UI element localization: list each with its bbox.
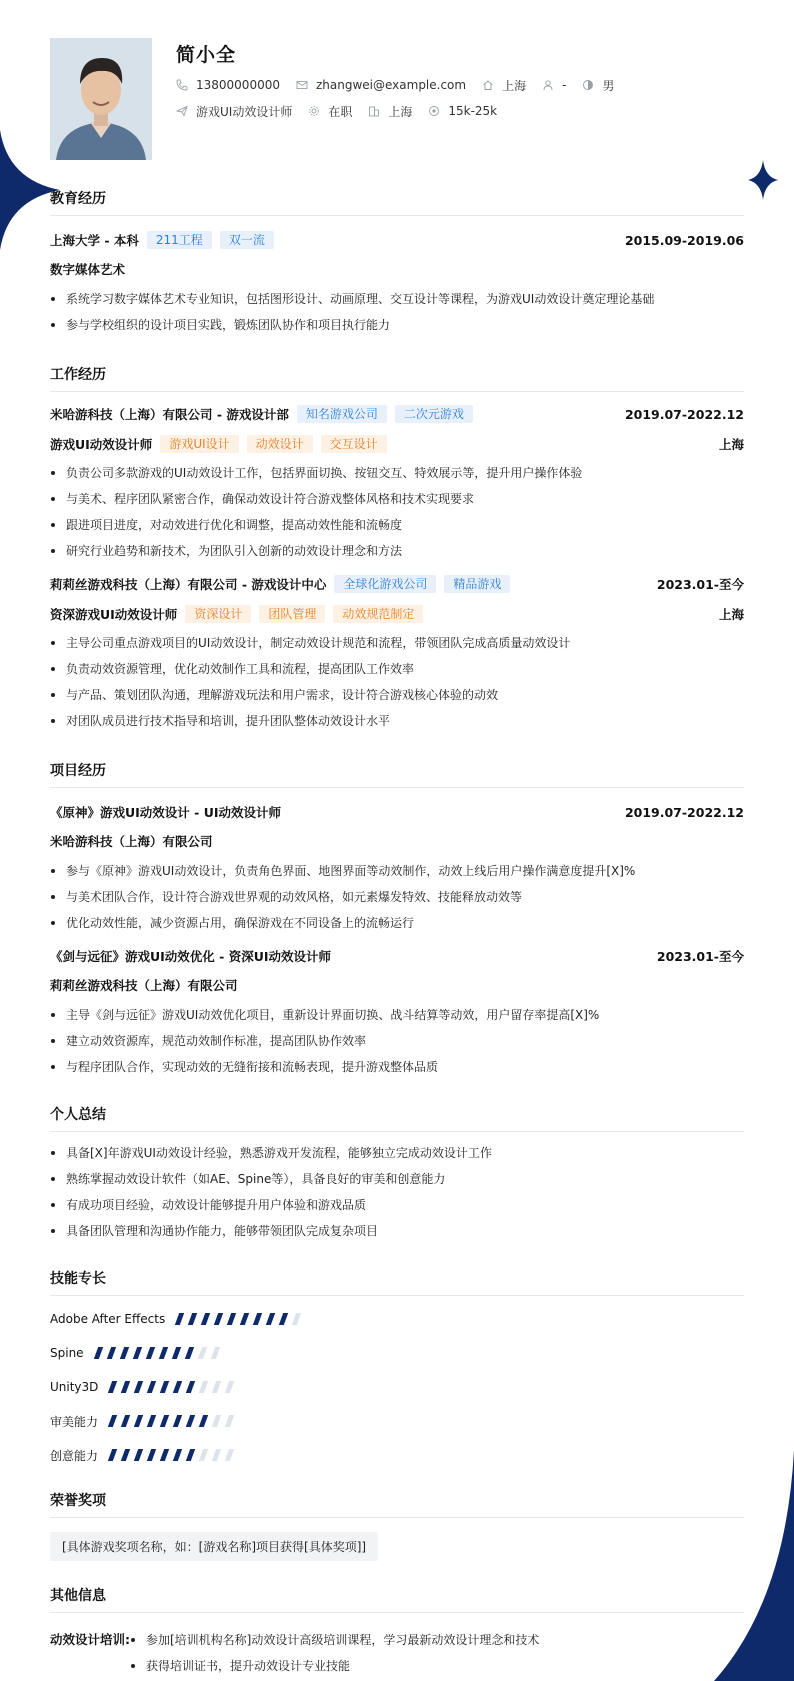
skill-row — [50, 1336, 744, 1370]
location-text: 上海 — [502, 78, 527, 93]
education-title: 教育经历 — [50, 188, 744, 216]
skill-bar-filled — [147, 1415, 156, 1427]
skill-bar-filled — [214, 1313, 223, 1325]
job-title-item — [176, 103, 292, 120]
projects-title: 项目经历 — [50, 760, 744, 788]
list-item: 具备团队管理和沟通协作能力，能够带领团队完成复杂项目 — [50, 1218, 744, 1244]
mail-icon — [296, 79, 308, 91]
salary-text: 15k-25k — [448, 104, 498, 118]
list-item: 熟练掌握动效设计软件（如AE、Spine等），具备良好的审美和创意能力 — [50, 1166, 744, 1192]
skill-bar-filled — [266, 1313, 275, 1325]
salary-item — [428, 104, 497, 118]
job-period: 2019.07-2022.12 — [624, 406, 744, 422]
star-icon — [748, 160, 778, 200]
list-item: 负责动效资源管理，优化动效制作工具和流程，提高团队工作效率 — [50, 656, 744, 682]
other-row — [50, 1627, 744, 1679]
skill-bars — [110, 1449, 240, 1461]
list-item: 具备[X]年游戏UI动效设计经验，熟悉游戏开发流程，能够独立完成动效设计工作 — [50, 1140, 744, 1166]
list-item: 获得培训证书，提升动效设计专业技能 — [130, 1653, 539, 1679]
job-company-row — [50, 574, 744, 594]
list-item: 主导《剑与远征》游戏UI动效优化项目，重新设计界面切换、战斗结算等动效，用户留存率提高[X]% — [50, 1002, 744, 1028]
status-text: 在职 — [328, 104, 353, 119]
summary-title: 个人总结 — [50, 1104, 744, 1132]
skill-bar-empty — [212, 1415, 221, 1427]
education-row — [50, 230, 744, 250]
skill-bar-filled — [108, 1415, 117, 1427]
project-bullets — [50, 1002, 744, 1080]
skill-bar-filled — [240, 1313, 249, 1325]
skill-bar-filled — [173, 1381, 182, 1393]
profile-info — [176, 38, 630, 160]
gender-icon — [582, 79, 594, 91]
role-tag: 游戏UI设计 — [160, 435, 238, 453]
skill-bar-filled — [173, 1415, 182, 1427]
list-item: 跟进项目进度，对动效进行优化和调整，提高动效性能和流畅度 — [50, 512, 744, 538]
summary-section — [50, 1104, 744, 1244]
other-label: 动效设计培训: — [50, 1632, 130, 1647]
skill-bar-filled — [201, 1313, 210, 1325]
projects-section — [50, 760, 744, 1080]
role-tag: 资深设计 — [185, 605, 251, 623]
skill-name: 创意能力 — [50, 1448, 99, 1463]
skill-bar-filled — [108, 1449, 117, 1461]
skill-bar-filled — [173, 1449, 182, 1461]
list-item: 参与《原神》游戏UI动效设计，负责角色界面、地图界面等动效制作，动效上线后用户操作满意度提升[X]% — [50, 858, 744, 884]
skill-row — [50, 1302, 744, 1336]
company-tag: 精品游戏 — [444, 575, 510, 593]
skill-bar-filled — [227, 1313, 236, 1325]
project-bullets — [50, 858, 744, 936]
skill-bars — [110, 1381, 240, 1393]
education-period: 2015.09-2019.06 — [624, 232, 744, 248]
role-tag: 动效规范制定 — [333, 605, 423, 623]
skill-bar-empty — [210, 1347, 219, 1359]
skill-bar-filled — [147, 1449, 156, 1461]
skills-title: 技能专长 — [50, 1268, 744, 1296]
role-tag: 团队管理 — [259, 605, 325, 623]
skill-bar-filled — [184, 1347, 193, 1359]
skill-bar-empty — [212, 1381, 221, 1393]
building-icon — [368, 105, 380, 117]
email-item — [296, 78, 466, 92]
role-tag: 动效设计 — [247, 435, 313, 453]
skill-bar-filled — [132, 1347, 141, 1359]
school-name: 上海大学 - 本科 — [50, 233, 139, 248]
honors-section — [50, 1490, 744, 1561]
list-item: 主导公司重点游戏项目的UI动效设计，制定动效设计规范和流程，带领团队完成高质量动效设计 — [50, 630, 744, 656]
list-item: 负责公司多款游戏的UI动效设计工作，包括界面切换、按钮交互、特效展示等，提升用户操作体验 — [50, 460, 744, 486]
skill-bar-filled — [186, 1415, 195, 1427]
ethnicity-item — [542, 78, 566, 92]
skill-bar-empty — [199, 1449, 208, 1461]
send-icon — [176, 105, 188, 117]
skill-bar-empty — [212, 1449, 221, 1461]
skill-bar-filled — [145, 1347, 154, 1359]
skill-bar-filled — [119, 1347, 128, 1359]
major: 数字媒体艺术 — [50, 262, 126, 277]
skill-bar-empty — [225, 1381, 234, 1393]
role-name: 资深游戏UI动效设计师 — [50, 607, 178, 622]
gender-text: 男 — [602, 78, 615, 93]
skill-bar-filled — [160, 1449, 169, 1461]
skill-bar-empty — [225, 1449, 234, 1461]
skill-bar-filled — [160, 1415, 169, 1427]
skill-bar-filled — [134, 1449, 143, 1461]
skill-bar-filled — [171, 1347, 180, 1359]
contact-row — [176, 76, 630, 94]
project-row — [50, 946, 744, 966]
list-item: 与美术团队合作，设计符合游戏世界观的动效风格，如元素爆发特效、技能释放动效等 — [50, 884, 744, 910]
resume-page — [50, 38, 744, 1679]
company-name: 莉莉丝游戏科技（上海）有限公司 - 游戏设计中心 — [50, 577, 327, 592]
job-intent-row — [176, 102, 630, 120]
skills-list — [50, 1302, 744, 1472]
skill-bar-filled — [199, 1415, 208, 1427]
list-item: 参与学校组织的设计项目实践，锻炼团队协作和项目执行能力 — [50, 312, 744, 338]
skill-bars — [177, 1313, 307, 1325]
work-title: 工作经历 — [50, 364, 744, 392]
skill-bar-filled — [186, 1449, 195, 1461]
skill-bar-filled — [134, 1415, 143, 1427]
project-row — [50, 802, 744, 822]
role-name: 游戏UI动效设计师 — [50, 437, 153, 452]
list-item: 对团队成员进行技术指导和培训，提升团队整体动效设计水平 — [50, 708, 744, 734]
skill-name: 审美能力 — [50, 1414, 99, 1429]
education-section — [50, 188, 744, 338]
skill-bar-filled — [121, 1449, 130, 1461]
profile-header — [50, 38, 744, 160]
education-bullets — [50, 286, 744, 338]
list-item: 与程序团队合作，实现动效的无缝衔接和流畅表现，提升游戏整体品质 — [50, 1054, 744, 1080]
skill-name: Adobe After Effects — [50, 1312, 166, 1326]
skill-bar-filled — [186, 1381, 195, 1393]
job-city: 上海 — [718, 437, 744, 452]
job-title-text: 游戏UI动效设计师 — [196, 104, 293, 119]
job-company-row — [50, 404, 744, 424]
city-text: 上海 — [388, 104, 413, 119]
skill-bar-filled — [108, 1381, 117, 1393]
work-section — [50, 364, 744, 734]
status-item — [308, 103, 352, 120]
city-item — [368, 103, 412, 120]
skill-bar-filled — [93, 1347, 102, 1359]
company-tag: 全球化游戏公司 — [334, 575, 436, 593]
skill-bar-empty — [197, 1347, 206, 1359]
company-name: 米哈游科技（上海）有限公司 - 游戏设计部 — [50, 407, 289, 422]
list-item: 研究行业趋势和新技术，为团队引入创新的动效设计理念和方法 — [50, 538, 744, 564]
job-role-row — [50, 434, 744, 454]
other-title: 其他信息 — [50, 1585, 744, 1613]
coin-icon — [428, 105, 440, 117]
skill-bar-empty — [225, 1415, 234, 1427]
list-item: 与产品、策划团队沟通，理解游戏玩法和用户需求，设计符合游戏核心体验的动效 — [50, 682, 744, 708]
skill-bar-filled — [147, 1381, 156, 1393]
skill-bars — [96, 1347, 226, 1359]
skill-bar-filled — [160, 1381, 169, 1393]
ethnicity-text: - — [562, 78, 567, 92]
project-company: 莉莉丝游戏科技（上海）有限公司 — [50, 978, 238, 993]
skill-bar-filled — [175, 1313, 184, 1325]
project-company: 米哈游科技（上海）有限公司 — [50, 834, 213, 849]
project-period: 2023.01-至今 — [656, 949, 744, 964]
skill-bar-empty — [292, 1313, 301, 1325]
other-bullets — [130, 1627, 539, 1679]
project-name: 《原神》游戏UI动效设计 - UI动效设计师 — [50, 805, 281, 820]
honor-item: [具体游戏奖项名称，如：[游戏名称]项目获得[具体奖项]] — [50, 1532, 378, 1561]
list-item: 有成功项目经验，动效设计能够提升用户体验和游戏品质 — [50, 1192, 744, 1218]
location-item — [482, 77, 526, 94]
avatar — [50, 38, 152, 160]
skill-bar-filled — [158, 1347, 167, 1359]
skill-name: Unity3D — [50, 1380, 99, 1394]
phone-text: 13800000000 — [196, 78, 280, 92]
honors-title: 荣誉奖项 — [50, 1490, 744, 1518]
skill-row — [50, 1370, 744, 1404]
skill-row — [50, 1404, 744, 1438]
project-name: 《剑与远征》游戏UI动效优化 - 资深UI动效设计师 — [50, 949, 331, 964]
skill-bar-filled — [106, 1347, 115, 1359]
skills-section — [50, 1268, 744, 1472]
job-role-row — [50, 604, 744, 624]
email-text: zhangwei@example.com — [315, 78, 467, 92]
skill-bar-empty — [199, 1381, 208, 1393]
skill-bar-filled — [253, 1313, 262, 1325]
other-section — [50, 1585, 744, 1679]
list-item: 参加[培训机构名称]动效设计高级培训课程，学习最新动效设计理念和技术 — [130, 1627, 539, 1653]
job-period: 2023.01-至今 — [656, 577, 744, 592]
phone-item — [176, 78, 280, 92]
company-tag: 二次元游戏 — [395, 405, 473, 423]
skill-bar-filled — [188, 1313, 197, 1325]
skill-bar-filled — [279, 1313, 288, 1325]
candidate-name: 简小全 — [176, 44, 237, 66]
person-icon — [542, 79, 554, 91]
skill-name: Spine — [50, 1346, 84, 1360]
skill-bar-filled — [121, 1415, 130, 1427]
skill-bars — [110, 1415, 240, 1427]
job-bullets — [50, 630, 744, 734]
school-tag: 211工程 — [147, 231, 212, 249]
skill-bar-filled — [134, 1381, 143, 1393]
home-icon — [482, 79, 494, 91]
job-bullets — [50, 460, 744, 564]
gender-item — [582, 77, 614, 94]
skill-row — [50, 1438, 744, 1472]
phone-icon — [176, 79, 188, 91]
list-item: 建立动效资源库，规范动效制作标准，提高团队协作效率 — [50, 1028, 744, 1054]
list-item: 系统学习数字媒体艺术专业知识，包括图形设计、动画原理、交互设计等课程，为游戏UI动效设计奠定理论基础 — [50, 286, 744, 312]
company-tag: 知名游戏公司 — [297, 405, 387, 423]
role-tag: 交互设计 — [321, 435, 387, 453]
skill-bar-filled — [121, 1381, 130, 1393]
summary-bullets — [50, 1140, 744, 1244]
school-tag: 双一流 — [220, 231, 274, 249]
list-item: 与美术、程序团队紧密合作，确保动效设计符合游戏整体风格和技术实现要求 — [50, 486, 744, 512]
list-item: 优化动效性能，减少资源占用，确保游戏在不同设备上的流畅运行 — [50, 910, 744, 936]
job-city: 上海 — [718, 607, 744, 622]
project-period: 2019.07-2022.12 — [624, 804, 744, 820]
gear-icon — [308, 105, 320, 117]
